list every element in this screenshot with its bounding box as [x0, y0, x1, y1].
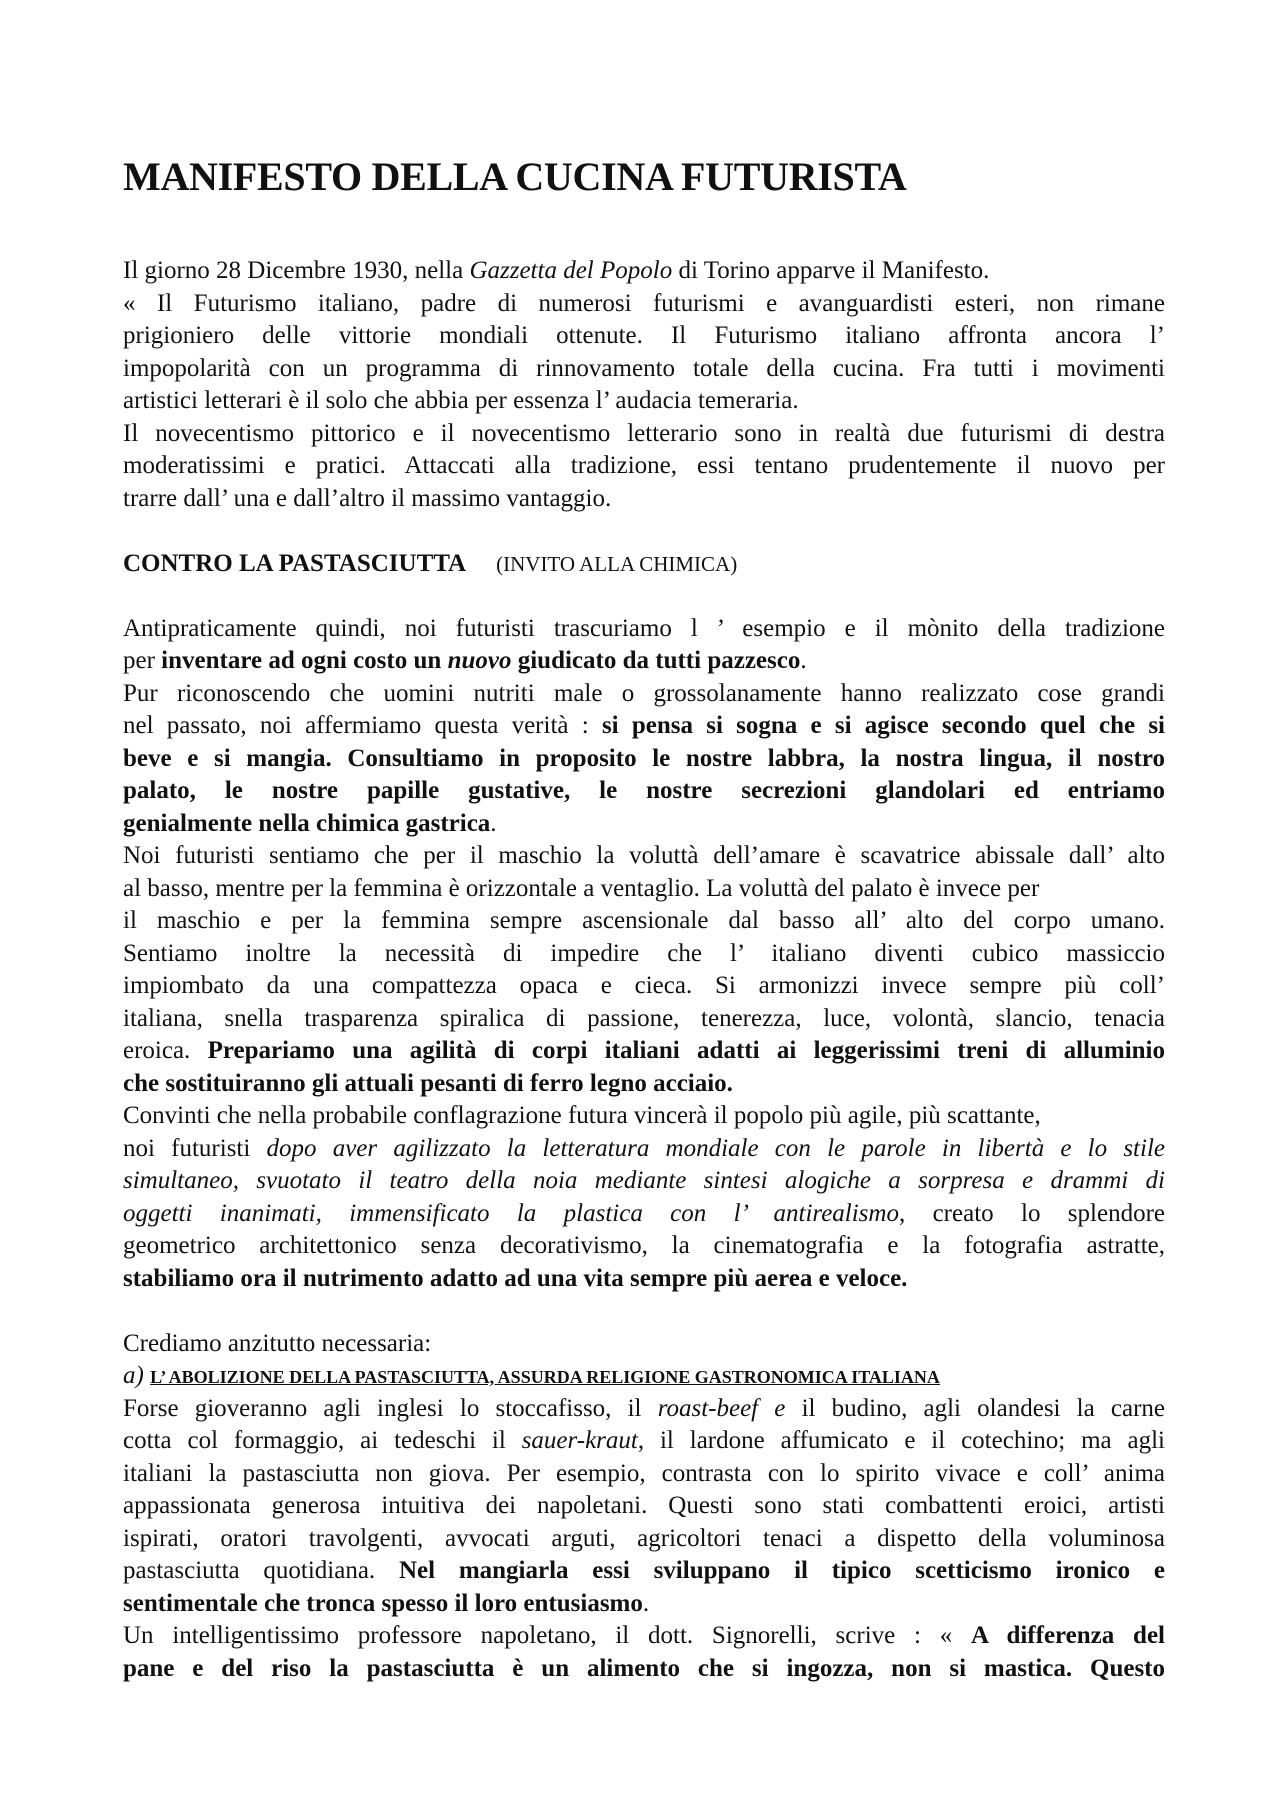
text-line	[123, 970, 1165, 1003]
text-segment: trarre dall’ una e dall’altro il massimo vantaggio.	[123, 484, 612, 512]
text-line	[123, 905, 1165, 938]
text-segment: Noi futuristi sentiamo che per il maschio la voluttà dell’amare è scavatrice abissale dall’ alto	[123, 842, 1165, 869]
text-segment: Sentiamo inoltre la necessità di impedire che l’ italiano diventi cubico massiccio	[123, 939, 1165, 967]
text-segment: pane e del riso la pastasciutta è un alimento che si ingozza, non si mastica. Questo	[123, 1654, 1165, 1682]
text-segment: pastasciutta quotidiana.	[123, 1557, 399, 1584]
text-line	[123, 320, 1165, 353]
text-line	[123, 418, 1165, 451]
text-segment: prigioniero delle vittorie mondiali ottenute. Il Futurismo italiano affronta ancora l’	[123, 322, 1165, 349]
blank-line	[123, 580, 1165, 613]
text-line	[123, 353, 1165, 386]
text-line	[123, 1035, 1165, 1068]
document-body	[123, 255, 1165, 1685]
text-segment: che sostituiranno gli attuali pesanti di ferro legno acciaio.	[123, 1069, 733, 1097]
text-segment: Gazzetta del Popolo	[469, 257, 673, 284]
text-line	[123, 1490, 1165, 1523]
text-segment: geometrico architettonico senza decorativismo, la cinematografia e la fotografia astratte,	[123, 1232, 1165, 1259]
section-heading: CONTRO LA PASTASCIUTTA	[123, 549, 467, 577]
text-line	[123, 710, 1165, 743]
text-segment: stabiliamo ora il nutrimento adatto ad una vita sempre più aerea e veloce.	[123, 1264, 908, 1292]
text-segment: inventare ad ogni costo un	[161, 647, 448, 674]
text-segment: giudicato da tutti pazzesco	[511, 647, 801, 674]
text-line	[123, 548, 1165, 581]
text-segment: palato, le nostre papille gustative, le nostre secrezioni glandolari ed entriamo	[123, 777, 1165, 804]
text-segment: simultaneo, svuotato il teatro della noia mediante sintesi alogiche a sorpresa e drammi di	[123, 1167, 1165, 1194]
blank-line	[123, 1295, 1165, 1328]
text-line	[123, 645, 1165, 678]
text-segment: a)	[123, 1362, 151, 1389]
text-segment: .	[800, 647, 807, 674]
text-line	[123, 1393, 1165, 1426]
text-segment: Crediamo anzitutto necessaria:	[123, 1329, 432, 1357]
text-line	[123, 1523, 1165, 1556]
text-line	[123, 938, 1165, 971]
text-segment: impiombato da una compattezza opaca e cieca. Si armonizzi invece sempre più coll’	[123, 972, 1165, 999]
text-segment: , creato lo splendore	[898, 1199, 1165, 1227]
document-title: MANIFESTO DELLA CUCINA FUTURISTA	[123, 154, 907, 199]
text-segment: Nel mangiarla essi sviluppano il tipico scetticismo ironico e	[398, 1557, 1166, 1584]
text-segment: Un intelligentissimo professore napoletano, il dott. Signorelli, scrive : «	[123, 1622, 971, 1649]
text-segment: Convinti che nella probabile conflagrazione futura vincerà il popolo più agile, più scattante,	[123, 1102, 1041, 1129]
text-segment: cotta col formaggio, ai tedeschi il	[123, 1427, 522, 1454]
text-line	[123, 1003, 1165, 1036]
subsection-heading: L’ ABOLIZIONE DELLA PASTASCIUTTA, ASSURDA RELIGIONE GASTRONOMICA ITALIANA	[150, 1367, 940, 1387]
text-line	[123, 1165, 1165, 1198]
text-line	[123, 1360, 1165, 1393]
text-segment: oggetti inanimati, immensificato la plastica con l’ antirealismo	[123, 1199, 899, 1227]
text-segment: roast-beef e	[657, 1394, 786, 1422]
text-segment: Il giorno 28 Dicembre 1930, nella	[123, 257, 470, 284]
text-line	[123, 255, 1165, 288]
text-segment: ispirati, oratori travolgenti, avvocati arguti, agricoltori tenaci a dispetto della voluminosa	[123, 1524, 1165, 1552]
text-segment: nuovo	[447, 647, 512, 674]
text-line	[123, 1230, 1165, 1263]
text-line	[123, 873, 1165, 906]
text-line	[123, 483, 1165, 516]
text-line	[123, 288, 1165, 321]
text-segment: italiana, snella trasparenza spiralica di passione, tenerezza, luce, volontà, slancio, tenacia	[123, 1004, 1165, 1032]
text-line	[123, 1588, 1165, 1621]
text-line	[123, 1425, 1165, 1458]
text-line	[123, 678, 1165, 711]
text-line	[123, 808, 1165, 841]
text-segment: artistici letterari è il solo che abbia per essenza l’ audacia temeraria.	[123, 387, 799, 414]
text-segment: « Il Futurismo italiano, padre di numerosi futurismi e avanguardisti esteri, non rimane	[123, 289, 1165, 317]
text-segment: al basso, mentre per la femmina è orizzontale a ventaglio. La voluttà del palato è invece per	[123, 874, 1040, 902]
text-segment: .	[642, 1589, 650, 1617]
text-segment: dopo aver agilizzato la letteratura mondiale con le parole in libertà e lo stile	[266, 1134, 1165, 1162]
text-segment: Antipraticamente quindi, noi futuristi trascuriamo l ’ esempio e il mònito della tradizione	[123, 614, 1165, 642]
text-segment: moderatissimi e pratici. Attaccati alla tradizione, essi tentano prudentemente il nuovo per	[123, 452, 1165, 479]
text-segment: .	[490, 809, 497, 837]
text-line	[123, 385, 1165, 418]
text-segment: Prepariamo una agilità di corpi italiani adatti ai leggerissimi treni di alluminio	[207, 1037, 1165, 1064]
text-line	[123, 1555, 1165, 1588]
section-subtitle: (INVITO ALLA CHIMICA)	[496, 551, 738, 576]
text-segment: , il lardone affumicato e il cotechino; ma agli	[637, 1427, 1166, 1454]
text-line	[123, 1133, 1165, 1166]
text-segment: noi futuristi	[123, 1134, 267, 1162]
text-segment: nel passato, noi affermiamo questa verità :	[123, 712, 602, 739]
text-segment: appassionata generosa intuitiva dei napoletani. Questi sono stati combattenti eroici, artisti	[123, 1492, 1165, 1519]
text-line	[123, 1198, 1165, 1231]
blank-line	[123, 515, 1165, 548]
text-line	[123, 840, 1165, 873]
text-line	[123, 1328, 1165, 1361]
text-segment: il budino, agli olandesi la carne	[785, 1394, 1166, 1422]
text-line	[123, 1068, 1165, 1101]
text-line	[123, 1620, 1165, 1653]
text-segment: genialmente nella chimica gastrica	[123, 809, 491, 837]
text-line	[123, 613, 1165, 646]
text-segment: per	[123, 647, 162, 674]
text-line	[123, 743, 1165, 776]
text-line	[123, 1100, 1165, 1133]
text-line	[123, 775, 1165, 808]
text-line	[123, 450, 1165, 483]
text-segment: beve e si mangia. Consultiamo in proposito le nostre labbra, la nostra lingua, il nostro	[123, 744, 1165, 772]
text-segment: italiani la pastasciutta non giova. Per esempio, contrasta con lo spirito vivace e coll’ anima	[123, 1459, 1165, 1487]
text-segment: eroica.	[123, 1037, 208, 1064]
text-segment: sauer-kraut	[521, 1427, 638, 1454]
text-segment: Pur riconoscendo che uomini nutriti male o grossolanamente hanno realizzato cose grandi	[123, 679, 1165, 707]
text-segment: di Torino apparve il Manifesto.	[672, 257, 990, 284]
text-segment: il maschio e per la femmina sempre ascensionale dal basso all’ alto del corpo umano.	[123, 907, 1165, 934]
text-segment: Il novecentismo pittorico e il novecentismo letterario sono in realtà due futurismi di destra	[123, 419, 1165, 447]
text-segment: A differenza del	[971, 1622, 1165, 1649]
text-line	[123, 1263, 1165, 1296]
text-line	[123, 1458, 1165, 1491]
text-segment: sentimentale che tronca spesso il loro entusiasmo	[123, 1589, 643, 1617]
text-segment: impopolarità con un programma di rinnovamento totale della cucina. Fra tutti i movimenti	[123, 354, 1165, 382]
text-line	[123, 1653, 1165, 1686]
text-segment: si pensa si sogna e si agisce secondo quel che si	[601, 712, 1165, 739]
text-segment: Forse gioveranno agli inglesi lo stoccafisso, il	[123, 1394, 658, 1422]
